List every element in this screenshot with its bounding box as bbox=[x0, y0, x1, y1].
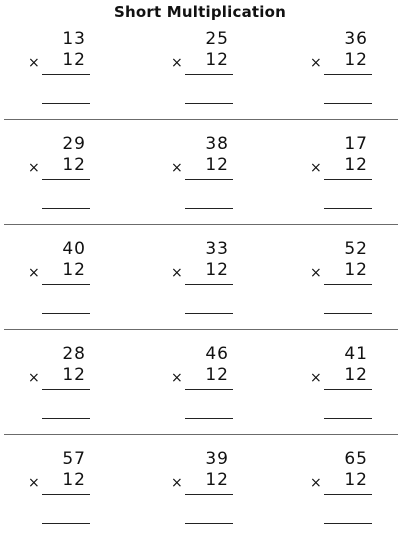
operation-rule bbox=[185, 284, 233, 285]
row-divider bbox=[4, 119, 398, 120]
multiplier: 12 bbox=[344, 50, 368, 70]
multiplication-problem bbox=[28, 344, 90, 430]
multiplier: 12 bbox=[62, 470, 86, 490]
operation-rule bbox=[185, 389, 233, 390]
multiplication-problem bbox=[310, 449, 372, 534]
answer-blank[interactable] bbox=[324, 208, 372, 209]
row-divider bbox=[4, 434, 398, 435]
operation-rule bbox=[42, 179, 90, 180]
times-sign: × bbox=[171, 265, 183, 281]
times-sign: × bbox=[171, 55, 183, 71]
operation-rule bbox=[42, 494, 90, 495]
multiplier: 12 bbox=[344, 470, 368, 490]
answer-blank[interactable] bbox=[185, 313, 233, 314]
multiplicand: 57 bbox=[62, 449, 86, 469]
multiplier: 12 bbox=[205, 50, 229, 70]
multiplication-problem bbox=[28, 134, 90, 220]
answer-blank[interactable] bbox=[42, 208, 90, 209]
multiplicand: 36 bbox=[344, 29, 368, 49]
times-sign: × bbox=[171, 160, 183, 176]
multiplier: 12 bbox=[344, 155, 368, 175]
answer-blank[interactable] bbox=[42, 103, 90, 104]
multiplier: 12 bbox=[344, 365, 368, 385]
multiplicand: 39 bbox=[205, 449, 229, 469]
multiplicand: 46 bbox=[205, 344, 229, 364]
multiplicand: 38 bbox=[205, 134, 229, 154]
row-divider bbox=[4, 329, 398, 330]
multiplier: 12 bbox=[62, 365, 86, 385]
times-sign: × bbox=[28, 475, 40, 491]
multiplication-problem bbox=[310, 29, 372, 115]
multiplier: 12 bbox=[205, 155, 229, 175]
answer-blank[interactable] bbox=[185, 523, 233, 524]
answer-blank[interactable] bbox=[42, 523, 90, 524]
operation-rule bbox=[42, 284, 90, 285]
row-divider bbox=[4, 224, 398, 225]
times-sign: × bbox=[310, 160, 322, 176]
times-sign: × bbox=[310, 475, 322, 491]
operation-rule bbox=[42, 74, 90, 75]
multiplier: 12 bbox=[62, 260, 86, 280]
worksheet-title: Short Multiplication bbox=[114, 3, 286, 21]
answer-blank[interactable] bbox=[324, 103, 372, 104]
multiplication-problem bbox=[171, 239, 233, 325]
times-sign: × bbox=[28, 160, 40, 176]
multiplication-problem bbox=[310, 344, 372, 430]
multiplicand: 52 bbox=[344, 239, 368, 259]
multiplicand: 13 bbox=[62, 29, 86, 49]
multiplicand: 41 bbox=[344, 344, 368, 364]
multiplicand: 28 bbox=[62, 344, 86, 364]
operation-rule bbox=[42, 389, 90, 390]
answer-blank[interactable] bbox=[185, 103, 233, 104]
operation-rule bbox=[324, 74, 372, 75]
multiplier: 12 bbox=[205, 260, 229, 280]
operation-rule bbox=[324, 284, 372, 285]
multiplication-problem bbox=[310, 134, 372, 220]
times-sign: × bbox=[28, 55, 40, 71]
answer-blank[interactable] bbox=[324, 523, 372, 524]
multiplier: 12 bbox=[205, 470, 229, 490]
times-sign: × bbox=[171, 370, 183, 386]
times-sign: × bbox=[28, 265, 40, 281]
operation-rule bbox=[324, 389, 372, 390]
operation-rule bbox=[185, 179, 233, 180]
multiplier: 12 bbox=[62, 50, 86, 70]
answer-blank[interactable] bbox=[42, 418, 90, 419]
multiplicand: 29 bbox=[62, 134, 86, 154]
multiplicand: 33 bbox=[205, 239, 229, 259]
answer-blank[interactable] bbox=[185, 208, 233, 209]
multiplicand: 25 bbox=[205, 29, 229, 49]
multiplier: 12 bbox=[205, 365, 229, 385]
times-sign: × bbox=[310, 265, 322, 281]
answer-blank[interactable] bbox=[324, 313, 372, 314]
times-sign: × bbox=[310, 55, 322, 71]
operation-rule bbox=[324, 179, 372, 180]
multiplication-problem bbox=[171, 344, 233, 430]
multiplication-problem bbox=[171, 29, 233, 115]
operation-rule bbox=[185, 74, 233, 75]
operation-rule bbox=[185, 494, 233, 495]
multiplication-problem bbox=[28, 449, 90, 534]
multiplication-problem bbox=[28, 239, 90, 325]
multiplication-problem bbox=[28, 29, 90, 115]
multiplication-problem bbox=[171, 449, 233, 534]
multiplier: 12 bbox=[344, 260, 368, 280]
multiplicand: 17 bbox=[344, 134, 368, 154]
multiplicand: 40 bbox=[62, 239, 86, 259]
times-sign: × bbox=[310, 370, 322, 386]
times-sign: × bbox=[28, 370, 40, 386]
answer-blank[interactable] bbox=[185, 418, 233, 419]
multiplicand: 65 bbox=[344, 449, 368, 469]
operation-rule bbox=[324, 494, 372, 495]
times-sign: × bbox=[171, 475, 183, 491]
multiplier: 12 bbox=[62, 155, 86, 175]
multiplication-problem bbox=[171, 134, 233, 220]
multiplication-problem bbox=[310, 239, 372, 325]
answer-blank[interactable] bbox=[42, 313, 90, 314]
answer-blank[interactable] bbox=[324, 418, 372, 419]
